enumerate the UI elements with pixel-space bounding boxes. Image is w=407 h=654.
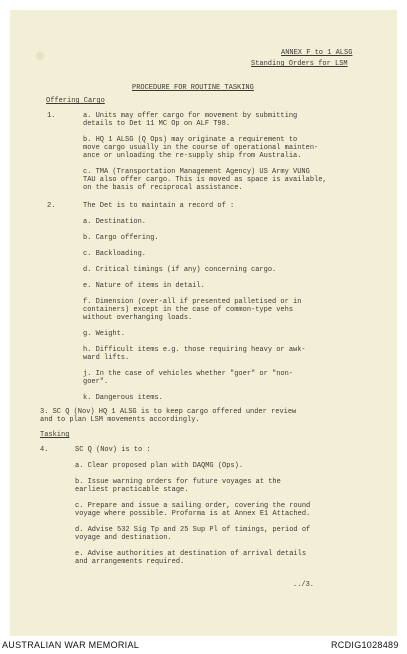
para-2f-line-3: without overhanging loads. — [83, 314, 193, 322]
para-number-4: 4. — [40, 446, 49, 454]
para-4b-line-2: earliest practicable stage. — [75, 486, 189, 494]
para-2a: a. Destination. — [83, 218, 147, 226]
document-title: PROCEDURE FOR ROUTINE TASKING — [132, 84, 254, 92]
para-number-2: 2. — [47, 202, 56, 210]
para-1c-line-1: c. TMA (Transportation Management Agency) US Army VUNG — [83, 168, 310, 176]
para-2h-line-1: h. Difficult items e.g. those requiring heavy or awk- — [83, 346, 306, 354]
para-4d-line-1: d. Advise 532 Sig Tp and 25 Sup Pl of timings, period of — [75, 526, 311, 534]
para-number-1: 1. — [47, 112, 56, 120]
para-4e-line-1: e. Advise authorities at destination of arrival details — [75, 550, 307, 558]
para-4b-line-1: b. Issue warning orders for future voyages at the — [75, 478, 281, 486]
para-2d: d. Critical timings (if any) concerning cargo. — [83, 266, 277, 274]
para-2-intro: The Det is to maintain a record of : — [83, 202, 235, 210]
punch-hole — [36, 52, 44, 60]
para-4a: a. Clear proposed plan with DAQMG (Ops). — [75, 462, 244, 470]
para-1b-line-1: b. HQ 1 ALSG (Q Ops) may originate a requirement to — [83, 136, 298, 144]
para-1c-line-2: TAU also offer cargo. This is moved as space is available, — [83, 176, 327, 184]
para-2f-line-1: f. Dimension (over-all if presented palletised or in — [83, 298, 302, 306]
para-3-line-2: and to plan LSM movements accordingly. — [40, 416, 200, 424]
annex-reference: ANNEX F to 1 ALSG — [281, 49, 353, 57]
para-3-line-1: 3. SC Q (Nov) HQ 1 ALSG is to keep cargo offered under review — [40, 408, 297, 416]
para-4e-line-2: and arrangements required. — [75, 558, 185, 566]
para-2e: e. Nature of items in detail. — [83, 282, 205, 290]
para-1c-line-3: on the basis of reciprocal assistance. — [83, 184, 243, 192]
para-4c-line-2: voyage where possible. Proforma is at Annex E1 Attached. — [75, 510, 311, 518]
para-2k: k. Dangerous items. — [83, 394, 163, 402]
para-1a-line-1: a. Units may offer cargo for movement by submitting — [83, 112, 298, 120]
para-2f-line-2: containers) except in the case of common-type vehs — [83, 306, 294, 314]
para-2b: b. Cargo offering. — [83, 234, 159, 242]
para-1b-line-3: ance or unloading the re-supply ship from Australia. — [83, 152, 302, 160]
para-4-intro: SC Q (Nov) is to : — [75, 446, 151, 454]
para-1b-line-2: move cargo usually in the course of operational mainten- — [83, 144, 319, 152]
para-2j-line-2: goer". — [83, 378, 109, 386]
section-heading-tasking: Tasking — [40, 431, 70, 439]
para-2g: g. Weight. — [83, 330, 126, 338]
para-4d-line-2: voyage and destination. — [75, 534, 172, 542]
para-2h-line-2: ward lifts. — [83, 354, 130, 362]
standing-orders-reference: Standing Orders for LSM — [251, 60, 348, 68]
section-heading-offering-cargo: Offering Cargo — [46, 97, 105, 105]
para-2c: c. Backloading. — [83, 250, 147, 258]
para-4c-line-1: c. Prepare and issue a sailing order, covering the round — [75, 502, 311, 510]
archive-credit: AUSTRALIAN WAR MEMORIAL — [2, 640, 140, 650]
archive-record-id: RCDIG1028489 — [331, 640, 399, 650]
para-1a-line-2: details to Det 11 MC Op on ALF T98. — [83, 120, 231, 128]
para-2j-line-1: j. In the case of vehicles whether "goer" or "non- — [83, 370, 294, 378]
page-continuation: ../3. — [293, 581, 315, 589]
